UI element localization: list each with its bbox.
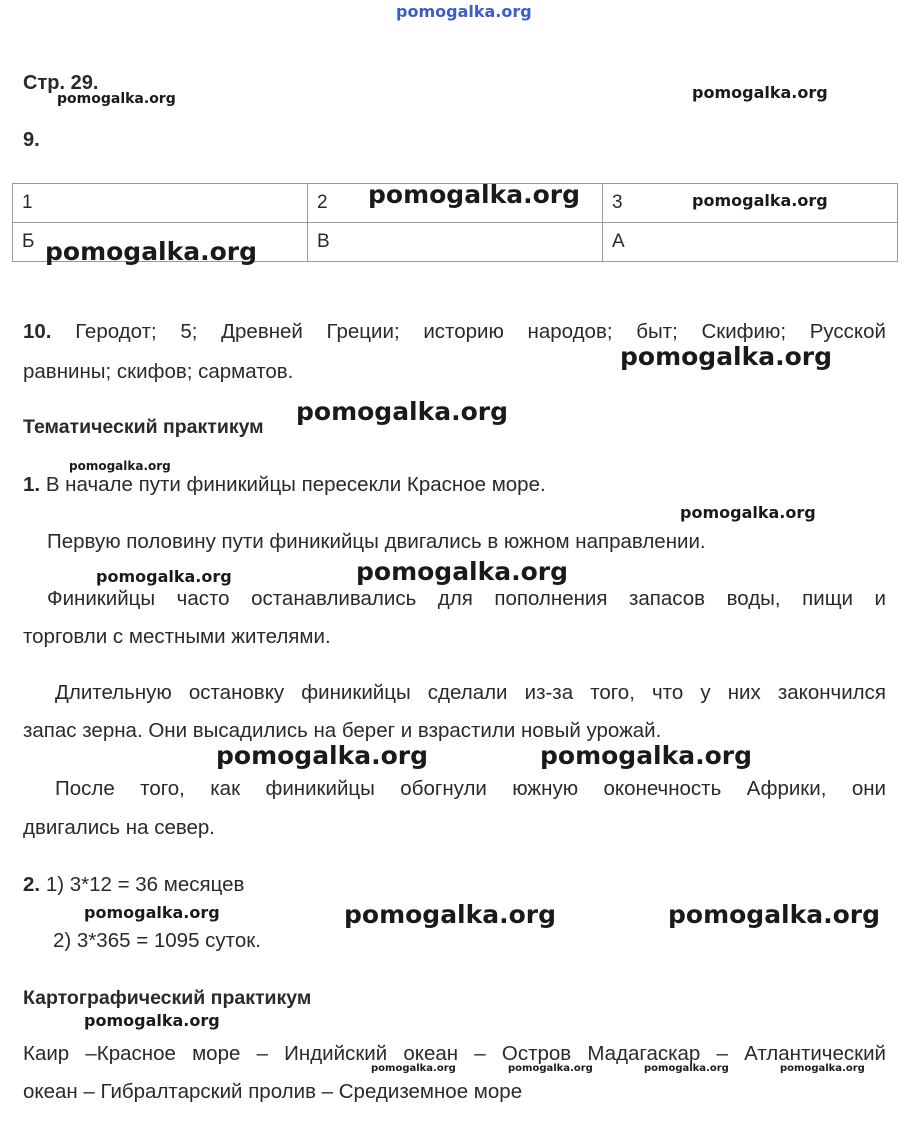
watermark: pomogalka.org xyxy=(356,557,569,586)
watermark: pomogalka.org xyxy=(57,91,176,107)
question-10-number: 10. xyxy=(23,320,52,343)
question-10-text: Геродот; 5; Древней Греции; историю народов; быт; Скифию; Русской xyxy=(75,320,886,343)
thematic-q2-line1 xyxy=(23,873,244,897)
thematic-paragraph-5-line2: двигались на север. xyxy=(23,816,215,839)
question-10-line1 xyxy=(23,320,886,344)
page-header: Стр. 29. xyxy=(23,72,99,94)
watermark: pomogalka.org xyxy=(84,903,220,922)
table-cell: 3 xyxy=(603,184,898,223)
question-10-line2: равнины; скифов; сарматов. xyxy=(23,360,294,383)
watermark: pomogalka.org xyxy=(84,1011,220,1030)
watermark: pomogalka.org xyxy=(368,180,581,209)
thematic-heading: Тематический практикум xyxy=(23,416,264,438)
watermark: pomogalka.org xyxy=(96,567,232,586)
table-cell: 2 xyxy=(308,184,603,223)
watermark: pomogalka.org xyxy=(692,83,828,102)
thematic-paragraph-3-line2: торговли с местными жителями. xyxy=(23,625,331,648)
watermark: pomogalka.org xyxy=(668,900,881,929)
thematic-paragraph-2: Первую половину пути финикийцы двигались в южном направлении. xyxy=(47,530,706,553)
cartographic-line1: Каир –Красное море – Индийский океан – Остров Мадагаскар – Атлантический xyxy=(23,1042,886,1065)
thematic-paragraph-4-line2: запас зерна. Они высадились на берег и взрастили новый урожай. xyxy=(23,719,662,742)
table-cell: Б xyxy=(13,223,308,262)
table-cell: В xyxy=(308,223,603,262)
watermark: pomogalka.org xyxy=(692,191,828,210)
watermark: pomogalka.org xyxy=(296,397,509,426)
watermark-top: pomogalka.org xyxy=(396,2,532,21)
watermark: pomogalka.org xyxy=(216,741,429,770)
watermark: pomogalka.org xyxy=(508,1063,593,1074)
watermark: pomogalka.org xyxy=(620,342,833,371)
question-9-number: 9. xyxy=(23,129,40,151)
watermark: pomogalka.org xyxy=(680,503,816,522)
watermark: pomogalka.org xyxy=(540,741,753,770)
table-cell: 1 xyxy=(13,184,308,223)
table-cell: А xyxy=(603,223,898,262)
thematic-q2-calc1: 1) 3*12 = 36 месяцев xyxy=(45,873,245,896)
watermark: pomogalka.org xyxy=(69,459,171,473)
thematic-q1-text: В начале пути финикийцы пересекли Красное море. xyxy=(45,473,546,496)
thematic-paragraph-4-line1: Длительную остановку финикийцы сделали из-за того, что у них закончился xyxy=(55,681,886,704)
thematic-q1-number: 1. xyxy=(23,473,41,496)
watermark: pomogalka.org xyxy=(644,1063,729,1074)
cartographic-line2: океан – Гибралтарский пролив – Средиземное море xyxy=(23,1080,523,1103)
watermark: pomogalka.org xyxy=(45,237,258,266)
watermark: pomogalka.org xyxy=(780,1063,865,1074)
thematic-paragraph-5-line1: После того, как финикийцы обогнули южную оконечность Африки, они xyxy=(55,777,886,800)
thematic-q1 xyxy=(23,473,546,497)
watermark: pomogalka.org xyxy=(344,900,557,929)
thematic-q2-line2: 2) 3*365 = 1095 суток. xyxy=(53,929,261,952)
watermark: pomogalka.org xyxy=(371,1063,456,1074)
cartographic-heading: Картографический практикум xyxy=(23,987,312,1009)
thematic-paragraph-3-line1: Финикийцы часто останавливались для пополнения запасов воды, пищи и xyxy=(47,587,886,610)
thematic-q2-number: 2. xyxy=(23,873,41,896)
